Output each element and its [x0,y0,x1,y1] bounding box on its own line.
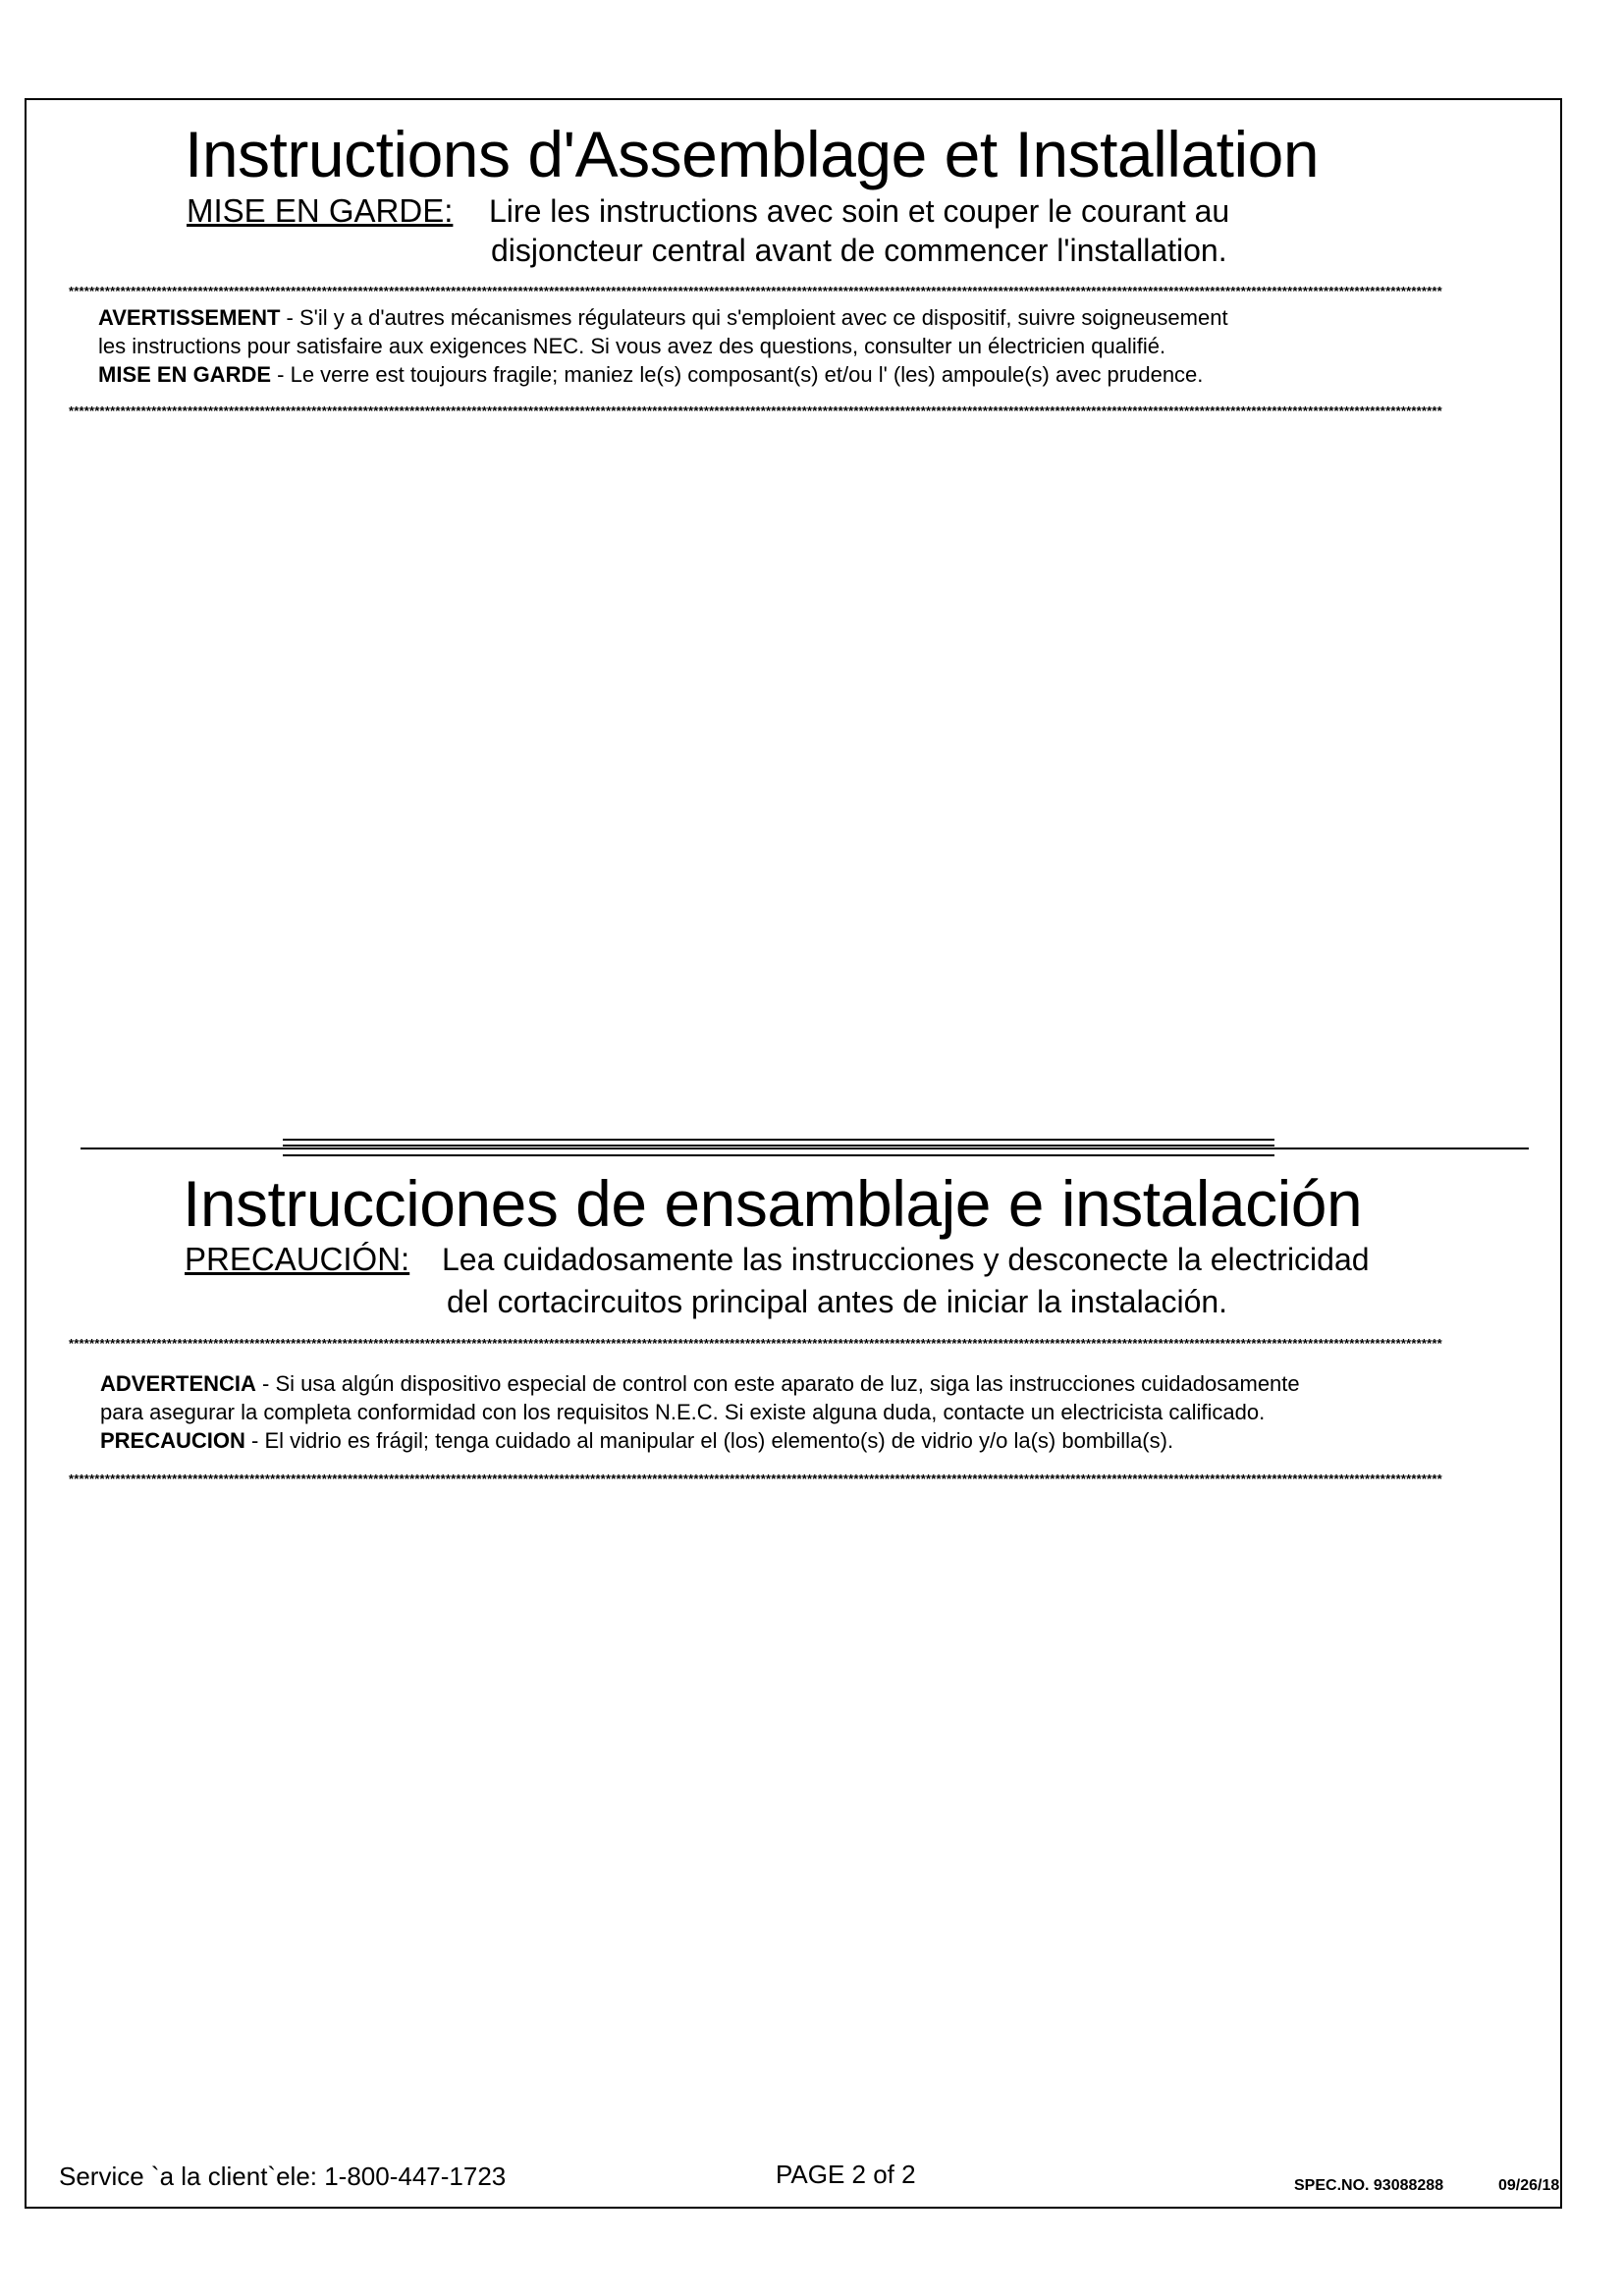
spanish-warning-line1: ADVERTENCIA - Si usa algún dispositivo especial de control con este aparato de luz, siga las instrucciones cuidadosamente [100,1371,1300,1396]
spanish-glass-label: PRECAUCION [100,1428,245,1453]
asterisk-divider-bottom: ************************************************************************************************************************************************************************************************************************************************************************** [69,404,1442,417]
document-date: 09/26/18 [1498,2177,1560,2194]
french-warning-label: AVERTISSEMENT [98,305,281,330]
spanish-warning-line2: para asegurar la completa conformidad con los requisitos N.E.C. Si existe alguna duda, contacte un electricista calificado. [100,1400,1266,1424]
page-number: PAGE 2 of 2 [776,2160,916,2189]
separator-line [81,1148,1529,1149]
french-warning-line2: les instructions pour satisfaire aux exigences NEC. Si vous avez des questions, consulter un électricien qualifié. [98,334,1166,358]
spanish-caution-line2: del cortacircuitos principal antes de iniciar la instalación. [447,1284,1228,1319]
separator-double-top [283,1139,1274,1141]
customer-service-phone: Service `a la client`ele: 1-800-447-1723 [59,2162,507,2191]
french-warning-line1: AVERTISSEMENT - S'il y a d'autres mécanismes régulateurs qui s'emploient avec ce dispositif, suivre soigneusement [98,305,1228,330]
spanish-caution-line1: Lea cuidadosamente las instrucciones y desconecte la electricidad [442,1242,1370,1277]
french-caution-line1: Lire les instructions avec soin et couper le courant au [489,193,1230,229]
spanish-glass-warning: PRECAUCION - El vidrio es frágil; tenga cuidado al manipular el (los) elemento(s) de vidrio y/o la(s) bombilla(s). [100,1428,1174,1453]
asterisk-divider-top-es: ************************************************************************************************************************************************************************************************************************************************************************** [69,1337,1442,1350]
french-caution-line2: disjoncteur central avant de commencer l'installation. [491,233,1227,268]
spanish-title: Instrucciones de ensamblaje e instalación [183,1167,1363,1240]
french-glass-warning: MISE EN GARDE - Le verre est toujours fragile; maniez le(s) composant(s) et/ou l' (les) ampoule(s) avec prudence. [98,362,1204,387]
spec-number: SPEC.NO. 93088288 [1294,2177,1444,2194]
asterisk-divider-top: ************************************************************************************************************************************************************************************************************************************************************************** [69,285,1442,297]
separator-double-bottom [283,1154,1274,1156]
spanish-caution-label: PRECAUCIÓN: [185,1241,410,1277]
spanish-warning-label: ADVERTENCIA [100,1371,256,1396]
asterisk-divider-bottom-es: ************************************************************************************************************************************************************************************************************************************************************************** [69,1472,1442,1485]
french-caution-label: MISE EN GARDE: [187,192,454,229]
french-glass-label: MISE EN GARDE [98,362,272,387]
separator-double-middle [283,1145,1274,1147]
french-title: Instructions d'Assemblage et Installation [185,118,1320,190]
